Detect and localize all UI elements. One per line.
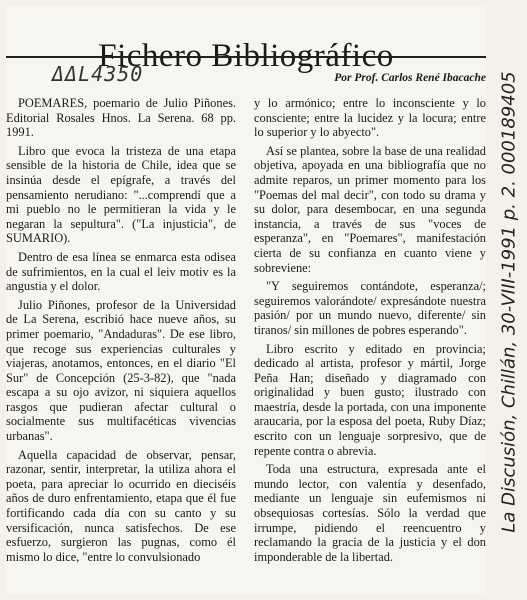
paragraph: Libro que evoca la tristeza de una etapa sensible de la historia de Chile, idea que se insinúa desde el epígrafe, a través del pensamiento nerudiano: "...comprendí que a mi pueblo no le permitieran la vida y le negaran la sepultura". ("La injusticia", de SUMARIO).	[6, 143, 236, 246]
paragraph: Julio Piñones, profesor de la Universidad de La Serena, escribió hace nueve años, su primer poemario, "Andaduras". De ese libro, que recoge sus experiencias culturales y viajeras, anotamos, entonces, en el diario "El Sur" de Concepción (25-3-82), que "nada escapa a su ojo avizor, ni siquiera aquellos rasgos que pudieran afectar cultural o socialmente sus multifacéticas vivencias urbanas".	[6, 297, 236, 444]
paragraph: Así se plantea, sobre la base de una realidad objetiva, apoyada en una bibliografía que no admite reparos, un primer momento para los "Poemas del mal decir", con todo su drama y su dolor, para desembocar, en una segunda instancia, a través de sus "voces de esperanza", en "Poemares", manifestación cierta de su confianza en cuanto viene y sobreviene:	[254, 143, 486, 275]
paragraph: Dentro de esa línea se enmarca esta odisea de sufrimientos, en la cual el leiv motiv es la angustia y el dolor.	[6, 249, 236, 294]
paragraph: Libro escrito y editado en provincia; dedicado al artista, profesor y mártil, Jorge Peña Han; diseñado y diagramado con originalidad y buen gusto; ilustrado con maestría, desde la portada, con una imponente araucaria, por la esposa del poeta, Ruby Díaz; escrito con un lenguaje sorpresivo, que de repente contra o abrevia.	[254, 341, 486, 458]
article-column-left	[6, 96, 236, 568]
title-divider	[6, 56, 486, 58]
paragraph: "Y seguiremos contándote, esperanza/; seguiremos valorándote/ expresándote nuestra pasión/ por un mundo nuevo, diferente/ sin tiranos/ sin millones de pobres esperando".	[254, 279, 486, 337]
paragraph: y lo armónico; entre lo inconsciente y lo consciente; entre la lucidez y la locura; entre lo superior y lo abyecto".	[254, 96, 486, 140]
paragraph: Aquella capacidad de observar, pensar, razonar, sentir, interpretar, la utiliza ahora el poeta, para apreciar lo ocurrido en dieciséis años de duro enfrentamiento, etapa que él fue fortificando cada día con su canto y su versificación, nunca satisfechos. De ese esfuerzo, surgieron las pugnas, como él mismo lo dice, "entre lo convulsionado	[6, 447, 236, 564]
source-annotation	[494, 8, 524, 596]
handwritten-code: ΔΔL4350	[52, 62, 144, 86]
paragraph: POEMARES, poemario de Julio Piñones. Editorial Rosales Hnos. La Serena. 68 pp. 1991.	[6, 96, 236, 140]
handwritten-source-note: La Discusión, Chillán, 30-VIII-1991 p. 2. 000189405	[498, 71, 520, 533]
author-byline: Por Prof. Carlos René Ibacache	[334, 72, 486, 84]
newspaper-clipping	[6, 6, 486, 594]
article-column-right	[254, 96, 486, 568]
page-title: Fichero Bibliográfico	[98, 38, 394, 75]
paragraph: Toda una estructura, expresada ante el mundo lector, con valentía y desenfado, mediante un lenguaje sin eufemismos ni obsequiosas cortesías. Sólo la verdad que irrumpe, pidiendo el reencuentro y reclamando la gracia de la justicia y el don imponderable de la libertad.	[254, 462, 486, 564]
